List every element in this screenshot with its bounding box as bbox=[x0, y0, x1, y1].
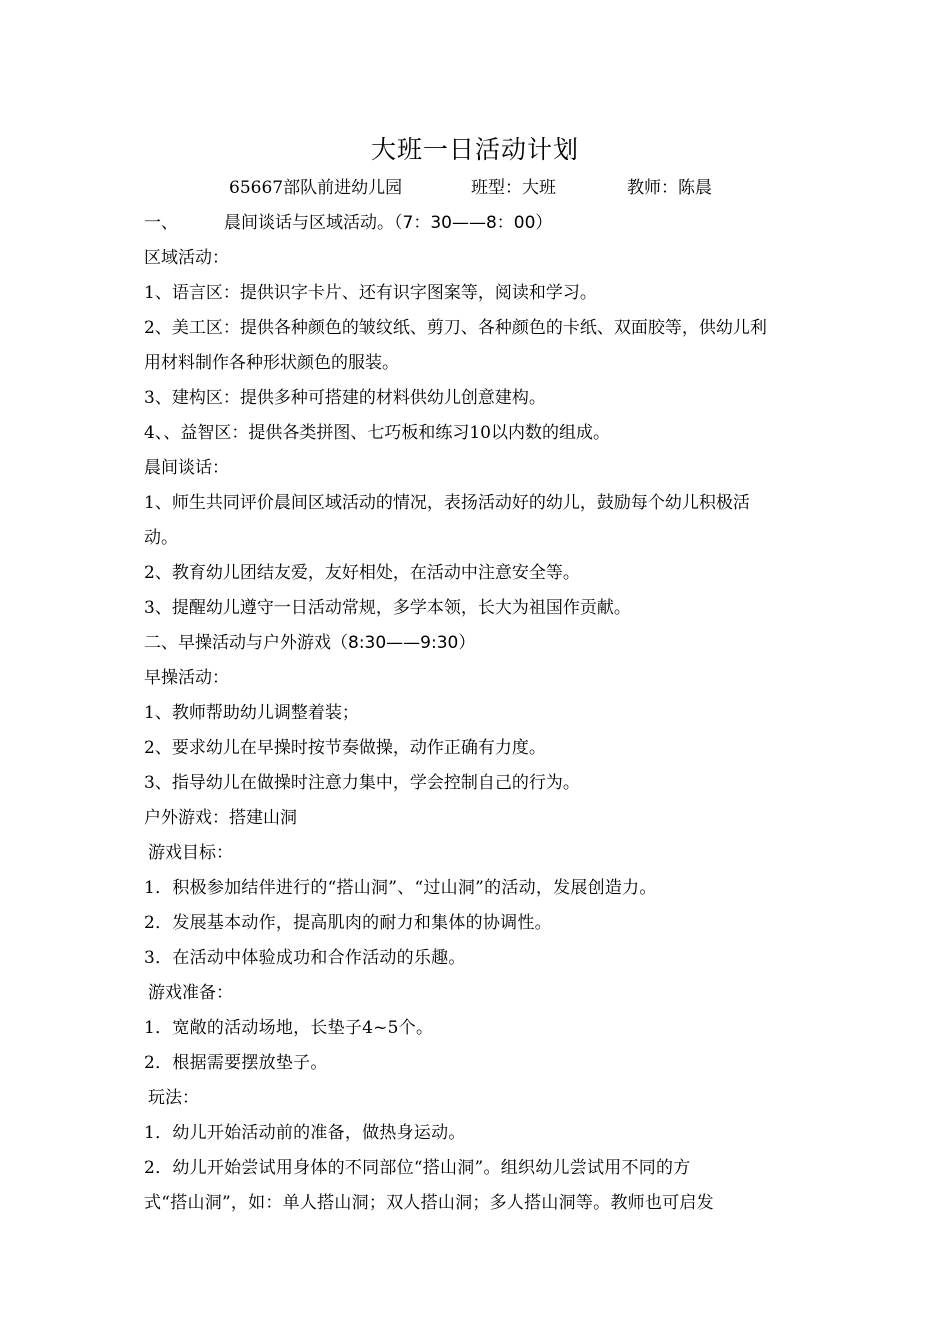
game-goal-label: 游戏目标： bbox=[148, 843, 233, 863]
exercise-item-3: 3、指导幼儿在做操时注意力集中，学会控制自己的行为。 bbox=[144, 773, 580, 793]
play-item-1: 1．幼儿开始活动前的准备，做热身运动。 bbox=[144, 1123, 466, 1143]
document-title: 大班一日活动计划 bbox=[370, 135, 579, 164]
area-item-2-continued: 用材料制作各种形状颜色的服装。 bbox=[144, 353, 399, 373]
talk-item-2: 2、教育幼儿团结友爱，友好相处，在活动中注意安全等。 bbox=[144, 563, 580, 583]
section-1-number: 一、 bbox=[144, 213, 178, 233]
play-method-label: 玩法： bbox=[148, 1088, 199, 1108]
section-1-title: 晨间谈话与区域活动。（7：30——8：00） bbox=[224, 213, 553, 233]
section-1-heading bbox=[144, 206, 814, 241]
section-2-heading: 二、早操活动与户外游戏（8:30——9:30） bbox=[144, 633, 476, 653]
morning-talk-label: 晨间谈话： bbox=[144, 458, 229, 478]
prep-item-2: 2．根据需要摆放垫子。 bbox=[144, 1053, 328, 1073]
goal-item-2: 2．发展基本动作，提高肌肉的耐力和集体的协调性。 bbox=[144, 913, 552, 933]
talk-item-3: 3、提醒幼儿遵守一日活动常规，多学本领，长大为祖国作贡献。 bbox=[144, 598, 631, 618]
teacher-name: 教师：陈晨 bbox=[627, 178, 712, 198]
area-item-1: 1、语言区：提供识字卡片、还有识字图案等，阅读和学习。 bbox=[144, 283, 597, 303]
area-activity-label: 区域活动： bbox=[144, 248, 229, 268]
area-item-4: 4、、益智区：提供各类拼图、七巧板和练习10以内数的组成。 bbox=[144, 423, 610, 443]
exercise-item-2: 2、要求幼儿在早操时按节奏做操，动作正确有力度。 bbox=[144, 738, 546, 758]
outdoor-game-label: 户外游戏：搭建山洞 bbox=[144, 808, 297, 828]
class-type: 班型：大班 bbox=[471, 178, 556, 198]
goal-item-1: 1．积极参加结伴进行的“搭山洞”、“过山洞”的活动，发展创造力。 bbox=[144, 878, 657, 898]
play-item-2-continued: 式“搭山洞”，如：单人搭山洞；双人搭山洞；多人搭山洞等。教师也可启发 bbox=[144, 1193, 714, 1213]
game-prep-label: 游戏准备： bbox=[148, 983, 233, 1003]
talk-item-1: 1、师生共同评价晨间区域活动的情况，表扬活动好的幼儿，鼓励每个幼儿积极活 bbox=[144, 493, 750, 513]
area-item-2: 2、美工区：提供各种颜色的皱纹纸、剪刀、各种颜色的卡纸、双面胶等，供幼儿利 bbox=[144, 318, 767, 338]
play-item-2: 2．幼儿开始尝试用身体的不同部位“搭山洞”。组织幼儿尝试用不同的方 bbox=[144, 1158, 691, 1178]
area-item-3: 3、建构区：提供多种可搭建的材料供幼儿创意建构。 bbox=[144, 388, 546, 408]
document-body bbox=[144, 206, 814, 1221]
exercise-item-1: 1、教师帮助幼儿调整着装； bbox=[144, 703, 359, 723]
talk-item-1-continued: 动。 bbox=[144, 528, 178, 548]
prep-item-1: 1．宽敞的活动场地，长垫子4~5个。 bbox=[144, 1018, 434, 1038]
school-name: 65667部队前进幼儿园 bbox=[229, 178, 403, 198]
morning-exercise-label: 早操活动： bbox=[144, 668, 229, 688]
goal-item-3: 3．在活动中体验成功和合作活动的乐趣。 bbox=[144, 948, 466, 968]
